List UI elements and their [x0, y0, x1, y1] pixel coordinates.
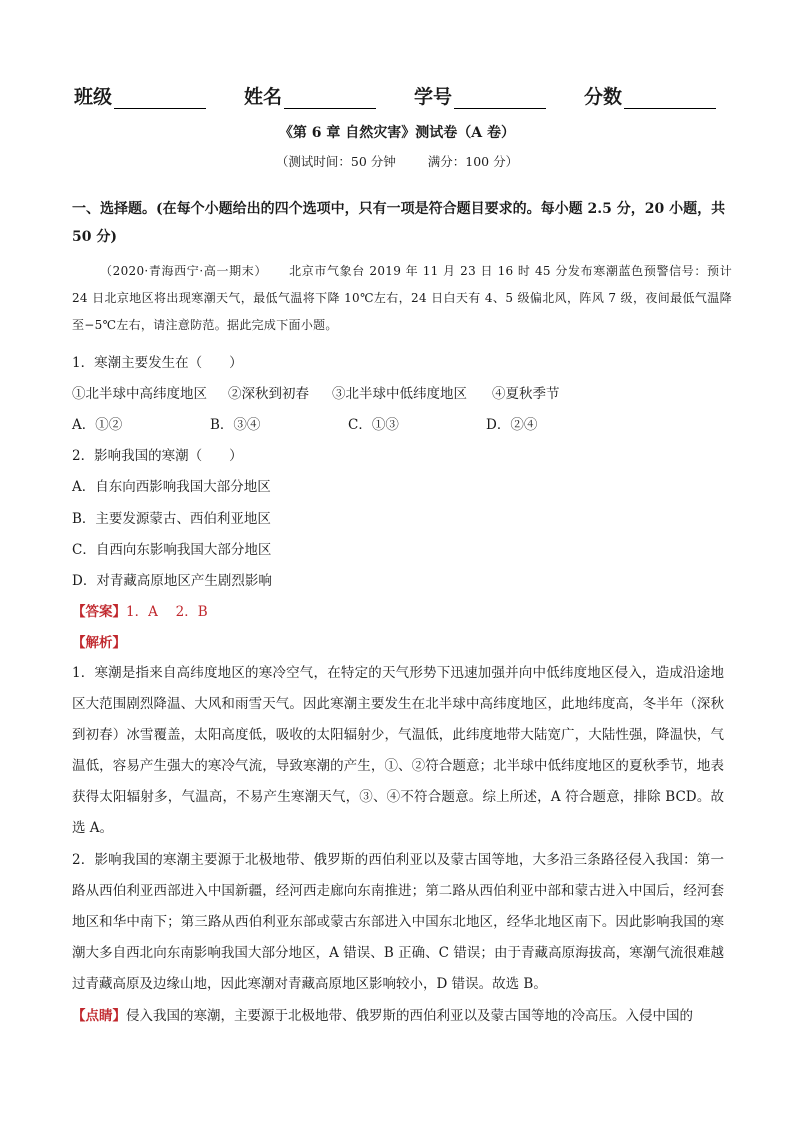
class-blank[interactable]: [114, 88, 206, 109]
analysis-tag: 【解析】: [72, 635, 126, 651]
material-source: （2020·青海西宁·高一期末）: [100, 264, 268, 278]
id-label: 学号: [414, 86, 453, 108]
material-text: 北京市气象台 2019 年 11 月 23 日 16 时 45 分发布寒潮蓝色预警信号：预计 24 日北京地区将出现寒潮天气，最低气温将下降 10℃左右，24 日白天有 4、5 级偏北风，阵风 7 级，夜间最低气温降至−5℃左右，请注意防范。据此完成下面小题。: [72, 264, 732, 332]
exam-title: 《第 6 章 自然灾害》测试卷（A 卷）: [278, 125, 516, 141]
id-blank[interactable]: [454, 88, 546, 109]
class-label: 班级: [74, 86, 113, 108]
answer-tag: 【答案】: [72, 604, 126, 620]
tip-paragraph: [72, 1001, 724, 1032]
q1-option-a[interactable]: A．①②: [72, 417, 123, 433]
tip-tag: 【点睛】: [72, 1008, 126, 1024]
q2-option-d[interactable]: D．对青藏高原地区产生剧烈影响: [72, 573, 272, 589]
q1-option-b[interactable]: B．③④: [210, 417, 261, 433]
q2-stem: 2．影响我国的寒潮（ ）: [72, 448, 243, 464]
name-field: [244, 82, 376, 109]
score-field: [584, 82, 716, 109]
name-blank[interactable]: [284, 88, 376, 109]
score-blank[interactable]: [624, 88, 716, 109]
answer-line: [72, 601, 208, 623]
q1-item: ④夏秋季节: [492, 386, 560, 402]
q2-option-b[interactable]: B．主要发源蒙古、西伯利亚地区: [72, 511, 271, 527]
q1-stem: 1．寒潮主要发生在（ ）: [72, 355, 243, 371]
q1-items: [72, 383, 560, 405]
q1-item: ③北半球中低纬度地区: [332, 386, 467, 402]
name-label: 姓名: [244, 86, 283, 108]
full-score: 满分：100 分）: [427, 154, 519, 169]
analysis-paragraph-2: 2．影响我国的寒潮主要源于北极地带、俄罗斯的西伯利亚以及蒙古国等地，大多沿三条路径侵入我国：第一路从西伯利亚西部进入中国新疆，经河西走廊向东南推进；第二路从西伯利亚中部和蒙古进入中国后，经河套地区和华中南下；第三路从西伯利亚东部或蒙古东部进入中国东北地区，经华北地区南下。因此影响我国的寒潮大多自西北向东南影响我国大部分地区，A 错误、B 正确、C 错误；由于青藏高原海拔高，寒潮气流很难越过青藏高原及边缘山地，因此寒潮对青藏高原地区影响较小，D 错误。故选 B。: [72, 852, 724, 992]
analysis-paragraph-1: 1．寒潮是指来自高纬度地区的寒冷空气，在特定的天气形势下迅速加强并向中低纬度地区侵入，造成沿途地区大范围剧烈降温、大风和雨雪天气。因此寒潮主要发生在北半球中高纬度地区，此地纬度高，冬半年（深秋到初春）冰雪覆盖，太阳高度低，吸收的太阳辐射少，气温低，此纬度地带大陆宽广，大陆性强，降温快，气温低，容易产生强大的寒冷气流，导致寒潮的产生，①、②符合题意；北半球中低纬度地区的夏秋季节，地表获得太阳辐射多，气温高，不易产生寒潮天气，③、④不符合题意。综上所述，A 符合题意，排除 BCD。故选 A。: [72, 665, 724, 836]
test-time: （测试时间：50 分钟: [275, 154, 396, 169]
q1-option-d[interactable]: D．②④: [486, 417, 538, 433]
student-info-row: [74, 82, 734, 109]
q2-option-c[interactable]: C．自西向东影响我国大部分地区: [72, 542, 272, 558]
id-field: [414, 82, 546, 109]
q2-option-a[interactable]: A．自东向西影响我国大部分地区: [72, 479, 271, 495]
analysis-heading: [72, 632, 126, 654]
q1-option-c[interactable]: C．①③: [348, 417, 399, 433]
q1-item: ①北半球中高纬度地区: [72, 386, 207, 402]
q1-options: [72, 414, 537, 436]
section-header: 一、选择题。(在每个小题给出的四个选项中，只有一项是符合题目要求的。每小题 2.5 分，20 小题，共 50 分): [72, 201, 726, 245]
q1-item: ②深秋到初春: [228, 386, 309, 402]
class-field: [74, 82, 206, 109]
score-label: 分数: [584, 86, 623, 108]
answer-text: 1．A 2．B: [126, 604, 208, 620]
tip-text: 侵入我国的寒潮，主要源于北极地带、俄罗斯的西伯利亚以及蒙古国等地的冷高压。入侵中国的: [126, 1008, 693, 1024]
exam-subtitle: [0, 152, 794, 170]
question-material: [72, 258, 732, 339]
